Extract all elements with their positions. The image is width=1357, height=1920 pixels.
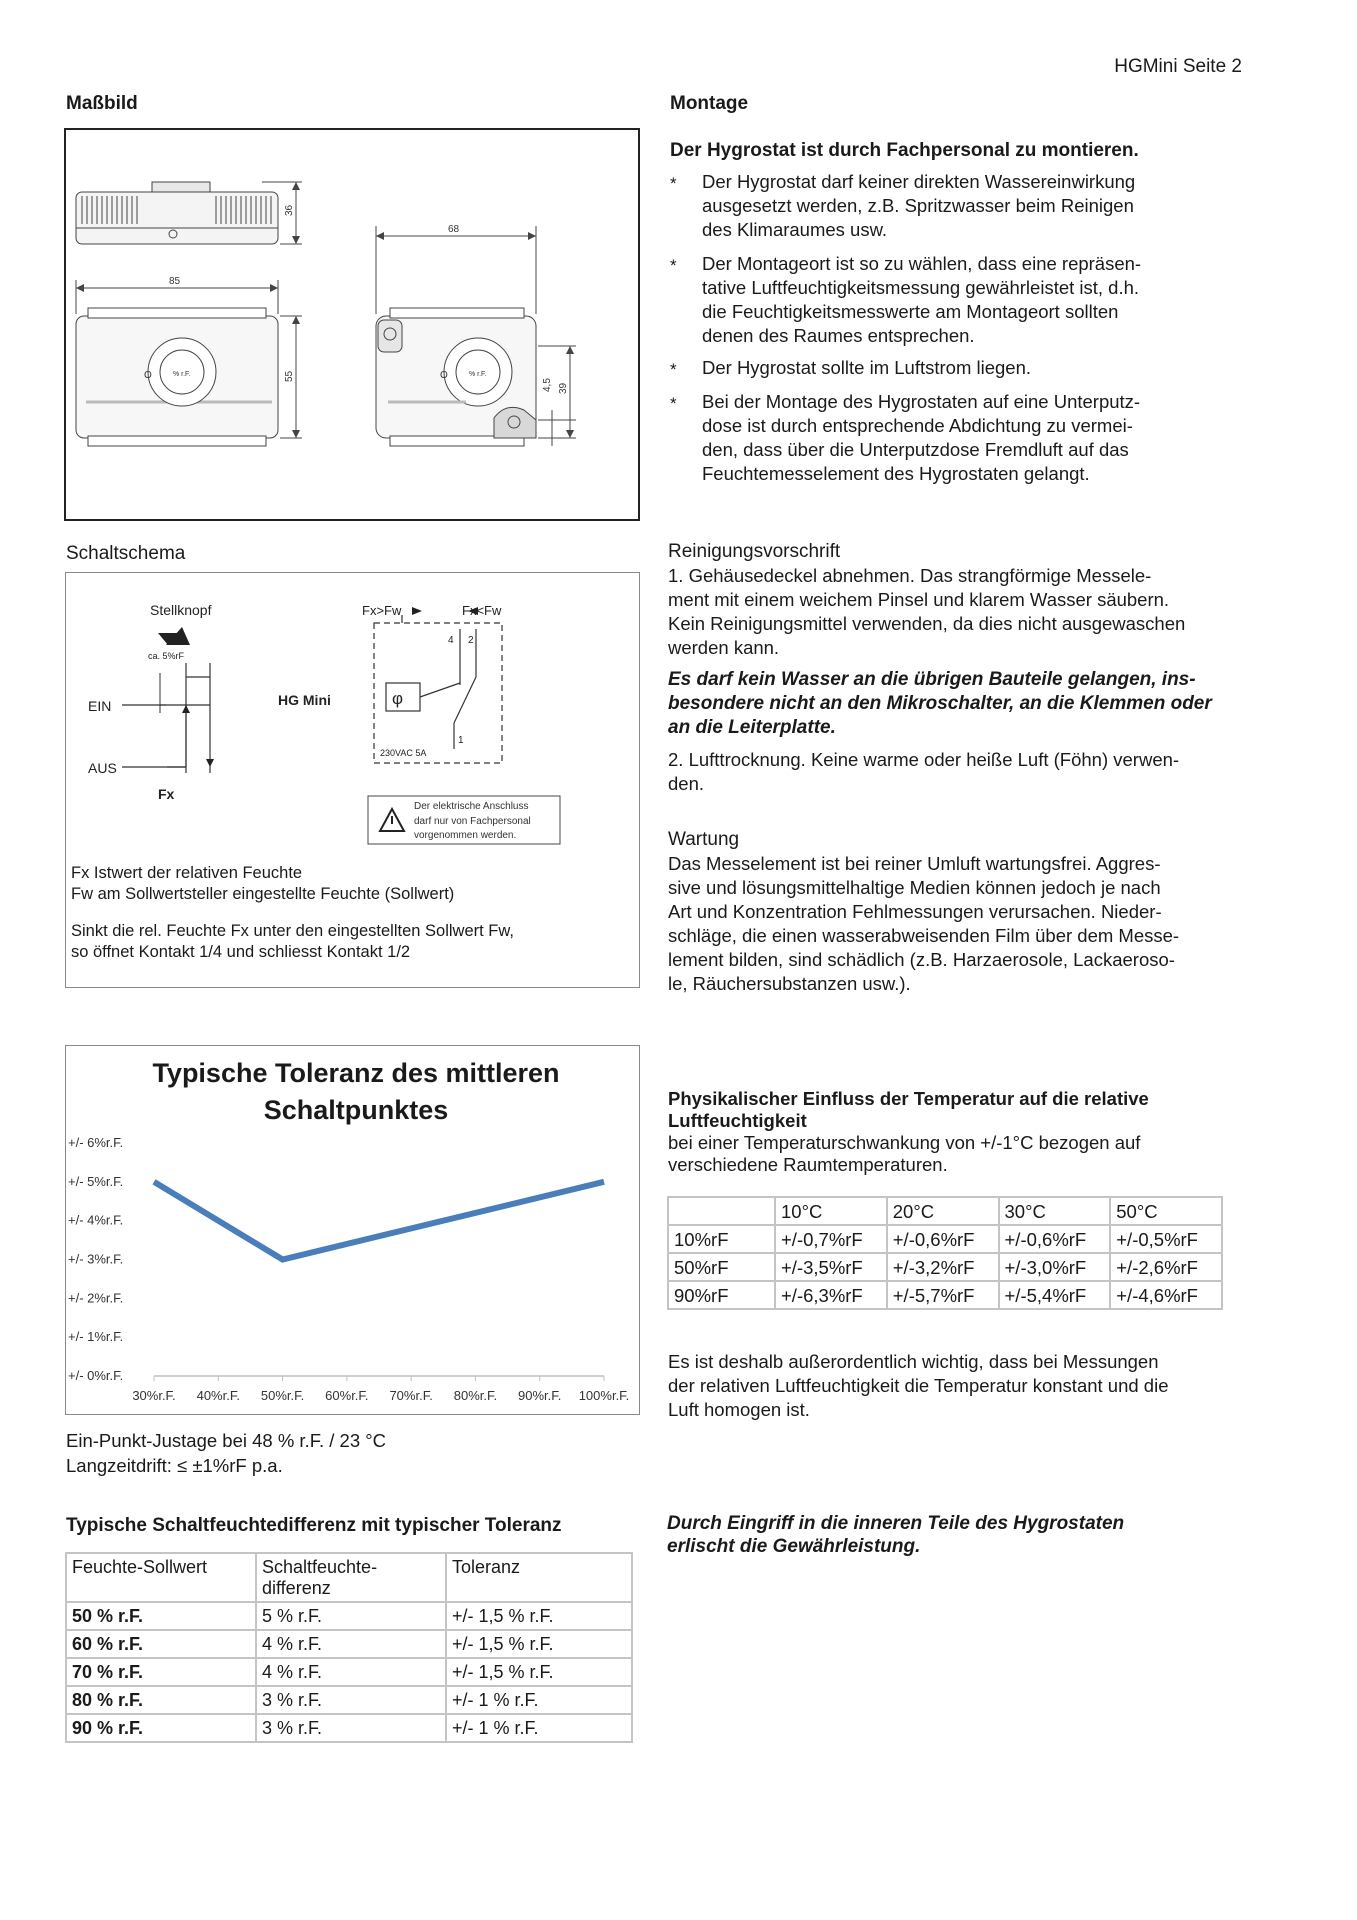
table-row: 90%rF +/-6,3%rF +/-5,7%rF +/-5,4%rF +/-4,6%rF bbox=[668, 1281, 1222, 1309]
schaltschema-legend: Fx Istwert der relativen Feuchte Fw am Sollwertsteller eingestellte Feuchte (Sollwert) bbox=[71, 864, 455, 903]
dim-68-label: 68 bbox=[448, 224, 460, 235]
svg-text:darf nur von Fachpersonal: darf nur von Fachpersonal bbox=[414, 816, 531, 827]
reinigung-warning: Es darf kein Wasser an die übrigen Bauteile gelangen, ins- besondere nicht an den Mikroschalter, an die Klemmen oder an die Leiterplatte. bbox=[668, 669, 1212, 738]
chart-x-tick-label: 50%r.F. bbox=[260, 1388, 305, 1403]
table-row: 10%rF +/-0,7%rF +/-0,6%rF +/-0,6%rF +/-0,5%rF bbox=[668, 1225, 1222, 1253]
chart-y-tick-label: +/- 1%r.F. bbox=[68, 1329, 124, 1345]
table-row: 90 % r.F. 3 % r.F. +/- 1 % r.F. bbox=[66, 1714, 632, 1742]
stellknopf-label: Stellknopf bbox=[150, 602, 212, 618]
physik-section bbox=[668, 1088, 1238, 1176]
front-dial-unit: % r.F. bbox=[173, 371, 191, 378]
chart-x-tick-label: 90%r.F. bbox=[518, 1388, 562, 1403]
svg-text:Der elektrische Anschluss: Der elektrische Anschluss bbox=[414, 801, 529, 812]
chart-y-tick-label: +/- 6%r.F. bbox=[68, 1135, 124, 1150]
schaltfeuchte-table bbox=[65, 1552, 633, 1743]
table-row: 60 % r.F. 4 % r.F. +/- 1,5 % r.F. bbox=[66, 1630, 632, 1658]
physik-title: Physikalischer Einfluss der Temperatur auf die relative Luftfeuchtigkeit bbox=[668, 1088, 1149, 1131]
chart-y-tick-label: +/- 3%r.F. bbox=[68, 1251, 124, 1267]
schaltfeuchte-title: Typische Schaltfeuchtedifferenz mit typischer Toleranz bbox=[66, 1515, 562, 1536]
table-header-row: 10°C 20°C 30°C 50°C bbox=[668, 1197, 1222, 1225]
page-header: HGMini Seite 2 bbox=[1114, 56, 1242, 77]
phi-symbol: φ bbox=[392, 689, 404, 708]
chart-x-tick-label: 80%r.F. bbox=[453, 1388, 498, 1403]
schaltschema-note: Sinkt die rel. Feuchte Fx unter den eingestellten Sollwert Fw, so öffnet Kontakt 1/4 und schliesst Kontakt 1/2 bbox=[71, 922, 514, 961]
chart-x-tick-label: 60%r.F. bbox=[325, 1388, 369, 1403]
montage-bullet: * Der Montageort ist so zu wählen, dass eine repräsen- tative Luftfeuchtigkeitsmessung gewährleistet ist, d.h. die Feuchtigkeitsmesswerte am Montageort sollten denen des Raumes entsprechen. bbox=[670, 253, 1142, 346]
contact-4-label: 4 bbox=[448, 635, 454, 646]
table-row: 80 % r.F. 3 % r.F. +/- 1 % r.F. bbox=[66, 1686, 632, 1714]
chart-x-tick-label: 70%r.F. bbox=[389, 1388, 433, 1403]
temperature-table bbox=[667, 1196, 1223, 1310]
dimension-drawing bbox=[66, 130, 638, 519]
front-dial-off: O bbox=[144, 370, 152, 381]
montage-bullet: * Der Hygrostat sollte im Luftstrom liegen. bbox=[670, 357, 1032, 379]
table-row: 50 % r.F. 5 % r.F. +/- 1,5 % r.F. bbox=[66, 1602, 632, 1630]
dim-39-label: 39 bbox=[558, 382, 569, 394]
schaltschema-frame bbox=[65, 572, 640, 988]
side-view-body bbox=[76, 192, 278, 244]
chart-y-tick-label: +/- 4%r.F. bbox=[68, 1212, 124, 1228]
table-row: 50%rF +/-3,5%rF +/-3,2%rF +/-3,0%rF +/-2,6%rF bbox=[668, 1253, 1222, 1281]
chart-canvas bbox=[66, 1046, 639, 1414]
contact-1-label: 1 bbox=[458, 735, 464, 746]
chart-y-tick-label: +/- 0%r.F. bbox=[68, 1368, 124, 1383]
wartung-section bbox=[668, 828, 1238, 996]
warning-box bbox=[368, 796, 560, 844]
chart-x-tick-label: 40%r.F. bbox=[196, 1388, 240, 1403]
physik-conclusion: Es ist deshalb außerordentlich wichtig, dass bei Messungen der relativen Luftfeuchtigkeit die Temperatur konstant und die Luft homogen ist. bbox=[668, 1351, 1169, 1420]
chart-series-line bbox=[154, 1182, 604, 1260]
hysteresis-label: ca. 5%rF bbox=[148, 651, 185, 661]
physik-subtitle: bei einer Temperaturschwankung von +/-1°C bezogen auf verschiedene Raumtemperaturen. bbox=[668, 1132, 1141, 1175]
chart-y-tick-label: +/- 2%r.F. bbox=[68, 1290, 124, 1306]
fx-lt-fw-label: Fx<Fw bbox=[462, 603, 502, 618]
switching-diagram bbox=[66, 573, 639, 863]
montage-bullet: * Der Hygrostat darf keiner direkten Wassereinwirkung ausgesetzt werden, z.B. Spritzwasser beim Reinigen des Klimaraumes usw. bbox=[670, 171, 1136, 240]
chart-notes: Ein-Punkt-Justage bei 48 % r.F. / 23 °C Langzeitdrift: ≤ ±1%rF p.a. bbox=[66, 1430, 387, 1476]
reinigung-title: Reinigungsvorschrift bbox=[668, 541, 841, 562]
warranty-note: Durch Eingriff in die inneren Teile des Hygrostaten erlischt die Gewährleistung. bbox=[667, 1513, 1125, 1557]
rear-dial-off: O bbox=[440, 370, 448, 381]
rear-dial-unit: % r.F. bbox=[469, 371, 487, 378]
contact-2-label: 2 bbox=[468, 635, 474, 646]
tolerance-chart bbox=[65, 1045, 640, 1415]
montage-bullet: * Bei der Montage des Hygrostaten auf eine Unterputz- dose ist durch entsprechende Abdichtung zu vermei- den, dass über die Unterputzdose Fremdluft auf das Feuchtemesselement des Hygrostaten gelangt. bbox=[670, 391, 1141, 484]
wartung-title: Wartung bbox=[668, 829, 740, 850]
dim-45-label: 4,5 bbox=[542, 378, 553, 392]
table-header-row: Feuchte-Sollwert Schaltfeuchte- differenz Toleranz bbox=[66, 1553, 632, 1602]
chart-y-tick-label: +/- 5%r.F. bbox=[68, 1173, 124, 1189]
table-row: 70 % r.F. 4 % r.F. +/- 1,5 % r.F. bbox=[66, 1658, 632, 1686]
chart-title-line-1: Typische Toleranz des mittleren bbox=[152, 1058, 560, 1088]
schaltschema-title: Schaltschema bbox=[66, 543, 186, 564]
chart-x-tick-label: 100%r.F. bbox=[578, 1388, 630, 1403]
reinigung-section bbox=[668, 540, 1238, 796]
reinigung-step-1: 1. Gehäusedeckel abnehmen. Das strangförmige Messele- ment mit einem weichem Pinsel und klarem Wasser säubern. Kein Reinigungsmittel verwenden, da dies nicht ausgewaschen werden kann. bbox=[668, 565, 1186, 658]
chart-title-line-2: Schaltpunktes bbox=[263, 1095, 449, 1125]
hg-mini-label: HG Mini bbox=[278, 692, 331, 708]
fx-axis-label: Fx bbox=[158, 786, 175, 802]
massbild-frame bbox=[64, 128, 640, 521]
fx-gt-fw-label: Fx>Fw bbox=[362, 603, 402, 618]
aus-label: AUS bbox=[88, 760, 117, 776]
wartung-text: Das Messelement ist bei reiner Umluft wartungsfrei. Aggres- sive und lösungsmittelhaltige Medien können jedoch je nach Art und Konzentration Fehlmessungen verursachen. Nieder- schläge, die einen wasserabweisenden Film über dem Messe- lement bilden, sind schädlich (z.B. Harzaerosole, Lackaeroso- le, Räuchersubstanzen usw.). bbox=[668, 853, 1180, 994]
dim-55-label: 55 bbox=[284, 370, 295, 382]
dim-36-label: 36 bbox=[284, 204, 295, 216]
voltage-label: 230VAC 5A bbox=[380, 748, 427, 758]
svg-text:vorgenommen werden.: vorgenommen werden. bbox=[414, 830, 517, 841]
montage-title: Montage bbox=[670, 93, 749, 114]
montage-lead: Der Hygrostat ist durch Fachpersonal zu montieren. bbox=[670, 140, 1139, 161]
ein-label: EIN bbox=[88, 698, 112, 714]
dim-85-label: 85 bbox=[169, 276, 181, 287]
reinigung-step-2: 2. Lufttrocknung. Keine warme oder heiße Luft (Föhn) verwen- den. bbox=[668, 749, 1180, 794]
chart-x-tick-label: 30%r.F. bbox=[132, 1388, 176, 1403]
massbild-title: Maßbild bbox=[66, 93, 138, 114]
